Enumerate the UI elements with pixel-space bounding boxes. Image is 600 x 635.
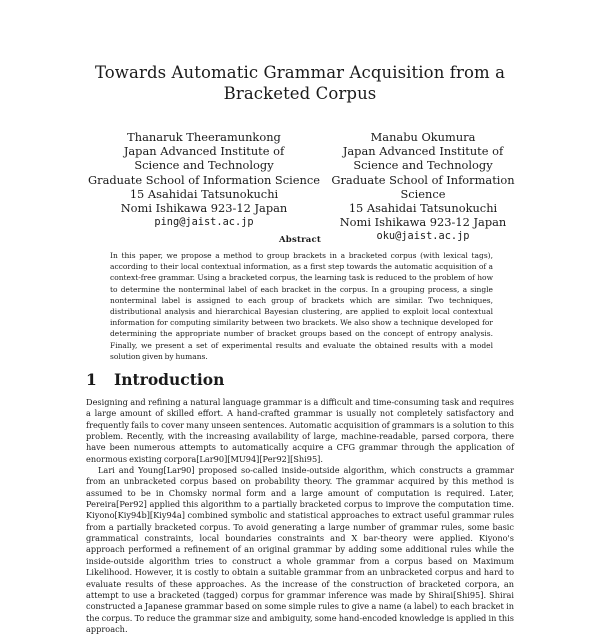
author-block-2 bbox=[312, 130, 534, 244]
section-title: Introduction bbox=[114, 370, 225, 389]
author-name: Thanaruk Theeramunkong bbox=[127, 130, 281, 144]
author-school: Graduate School of Information Science bbox=[88, 172, 320, 187]
section-body bbox=[86, 397, 514, 635]
section-number: 1 bbox=[86, 370, 97, 389]
author-affiliation: Science and Technology bbox=[134, 158, 274, 173]
author-email: oku@jaist.ac.jp bbox=[376, 230, 470, 243]
author-affiliation: Japan Advanced Institute of bbox=[342, 144, 504, 159]
author-address: 15 Asahidai Tatsunokuchi bbox=[129, 186, 279, 201]
author-school: Graduate School of Information Science bbox=[331, 172, 515, 201]
author-affiliation: Japan Advanced Institute of bbox=[123, 144, 285, 159]
abstract-heading: Abstract bbox=[279, 235, 321, 245]
paper-title: Towards Automatic Grammar Acquisition from a Bracketed Corpus bbox=[94, 63, 506, 103]
author-affiliation: Science and Technology bbox=[353, 158, 493, 173]
abstract-text: In this paper, we propose a method to group brackets in a bracketed corpus (with lexical tags), according to their local contextual information, as a first step towards the automatic acquisition of a context-free grammar. Using a bracketed corpus, the learning task is reduced to the problem of how to determine the nonterminal label of each bracket in the corpus. In a grouping process, a single nonterminal label is assigned to each group of brackets which are similar. Two techniques, distributional analysis and hierarchical Bayesian clustering, are applied to exploit local contextual information for computing similarity between two brackets. We also show a technique developed for determining the appropriate number of bracket groups based on the concept of entropy analysis. Finally, we present a set of experimental results and evaluate the obtained results with a model solution given by humans. bbox=[110, 251, 493, 361]
author-block-1 bbox=[88, 130, 320, 229]
author-address: 15 Asahidai Tatsunokuchi bbox=[348, 201, 498, 216]
body-paragraph: Lari and Young[Lar90] proposed so-called inside-outside algorithm, which constructs a grammar from an unbracketed corpus based on probability theory. The grammar acquired by this method is assumed to be in Chomsky normal form and a large amount of computation is required. Later, Pereira[Per92] applied this algorithm to a partially bracketed corpus to improve the computation time. Kiyono[Kiy94b][Kiy94a] combined symbolic and statistical approaches to extract useful grammar rules from a partially bracketed corpus. To avoid generating a large number of grammar rules, some basic grammatical constraints, local boundaries constraints and X bar-theory were applied. Kiyono's approach performed a refinement of an original grammar by adding some additional rules while the inside-outside algorithm tries to construct a whole grammar from a corpus based on Maximum Likelihood. However, it is costly to obtain a suitable grammar from an unbracketed corpus and hard to evaluate results of these approaches. As the increase of the construction of bracketed corpora, an attempt to use a bracketed (tagged) corpus for grammar inference was made by Shirai[Shi95]. Shirai constructed a Japanese grammar based on some simple rules to give a name (a label) to each bracket in the corpus. To reduce the grammar size and ambiguity, some hand-encoded knowledge is applied in this approach. bbox=[86, 465, 514, 634]
section-heading bbox=[86, 370, 224, 389]
author-address: Nomi Ishikawa 923-12 Japan bbox=[120, 201, 288, 216]
author-email: ping@jaist.ac.jp bbox=[154, 216, 254, 229]
author-address: Nomi Ishikawa 923-12 Japan bbox=[339, 215, 507, 230]
body-paragraph: Designing and refining a natural language grammar is a difficult and time-consuming task and requires a large amount of skilled effort. A hand-crafted grammar is usually not completely satisfactory and frequently fails to cover many unseen sentences. Automatic acquisition of grammars is a solution to this problem. Recently, with the increasing availability of large, machine-readable, parsed corpora, there have been numerous attempts to automatically acquire a CFG grammar through the application of enormous existing corpora[Lar90][MU94][Per92][Shi95]. bbox=[86, 397, 514, 464]
author-name: Manabu Okumura bbox=[370, 130, 476, 144]
